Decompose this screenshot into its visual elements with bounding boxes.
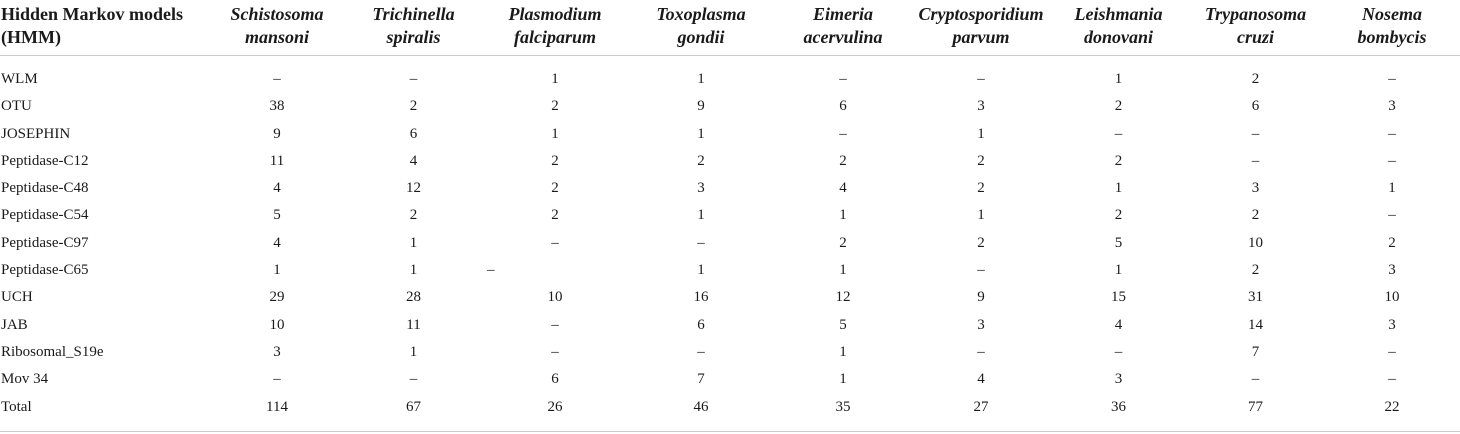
row-label: Peptidase-C12 (1, 152, 89, 169)
count-cell: – (697, 343, 705, 360)
column-header-leishmania-donovani (1050, 0, 1187, 56)
count-cell: 6 (839, 98, 847, 115)
table-row-total (0, 394, 1460, 432)
count-cell: – (273, 371, 281, 388)
total-cell: 36 (1050, 394, 1187, 432)
count-cell: 10 (269, 316, 285, 333)
row-label: OTU (1, 98, 32, 115)
count-cell: – (839, 125, 847, 142)
table-row-josephin (0, 121, 1460, 148)
count-cell: – (551, 343, 559, 360)
count-cell: 2 (977, 234, 985, 251)
row-label: Mov 34 (1, 371, 49, 388)
count-cell: 9 (273, 125, 281, 142)
count-cell: 1 (697, 125, 705, 142)
count-cell: – (977, 262, 985, 279)
row-label: Ribosomal_S19e (1, 343, 104, 360)
column-header-species-epithet: donovani (1083, 27, 1153, 47)
count-cell: 11 (406, 316, 421, 333)
count-cell: 1 (697, 71, 705, 87)
table-row-wlm (0, 56, 1460, 94)
count-cell: 3 (977, 98, 985, 115)
count-cell: 2 (839, 152, 847, 169)
row-label: Peptidase-C54 (1, 207, 89, 224)
count-cell: 31 (1248, 289, 1263, 306)
count-cell: 1 (977, 125, 985, 142)
column-header-hmm (0, 0, 209, 56)
column-header-trypanosoma-cruzi (1187, 0, 1324, 56)
table-row-mov34 (0, 366, 1460, 393)
count-cell: 1 (977, 207, 985, 224)
count-cell: 1 (839, 371, 847, 388)
count-cell: 14 (1248, 316, 1263, 333)
count-cell: 1 (1114, 71, 1123, 87)
count-cell: 5 (839, 316, 847, 333)
count-cell: – (1251, 152, 1260, 169)
count-cell: – (697, 234, 705, 251)
total-cell: 46 (628, 394, 774, 432)
column-header-toxoplasma-gondii (628, 0, 774, 56)
column-header-hmm-line1: Hidden Markov models (1, 4, 184, 24)
column-header-genus: Trichinella (372, 4, 455, 24)
count-cell: 3 (273, 343, 281, 360)
table-row-peptidase-c65 (0, 257, 1460, 284)
count-cell: – (1388, 343, 1396, 360)
column-header-schistosoma-mansoni (209, 0, 345, 56)
column-header-genus: Nosema (1362, 4, 1422, 24)
count-cell: 11 (269, 152, 285, 169)
column-header-species-epithet: spiralis (386, 27, 441, 47)
count-cell: 4 (1114, 316, 1123, 333)
count-cell: 2 (1251, 207, 1260, 224)
count-cell: 1 (409, 262, 418, 279)
column-header-genus: Schistosoma (230, 4, 324, 24)
count-cell: 2 (551, 98, 559, 115)
count-cell: 3 (1114, 371, 1123, 388)
row-label: UCH (1, 289, 33, 306)
count-cell: 6 (1251, 98, 1260, 115)
count-cell: 3 (1251, 180, 1260, 197)
count-cell: 4 (273, 180, 281, 197)
count-cell: 2 (409, 207, 418, 224)
count-cell: 3 (697, 180, 705, 197)
count-cell: – (273, 71, 281, 87)
count-cell: 1 (551, 125, 559, 142)
count-cell: 7 (1251, 343, 1260, 360)
table-row-ribosomal-s19e (0, 339, 1460, 366)
count-cell: 2 (1251, 71, 1260, 87)
count-cell: 5 (273, 207, 281, 224)
column-header-species-epithet: falciparum (513, 27, 596, 47)
row-label: Peptidase-C97 (1, 234, 89, 251)
count-cell: 10 (1384, 289, 1400, 306)
count-cell: 3 (977, 316, 985, 333)
column-header-genus: Toxoplasma (656, 4, 746, 24)
count-cell: 1 (839, 343, 847, 360)
count-cell: 3 (1388, 316, 1396, 333)
count-cell: 2 (409, 98, 418, 115)
column-header-species-epithet: acervulina (803, 27, 883, 47)
table-header-row (0, 0, 1460, 56)
count-cell: 6 (551, 371, 559, 388)
count-cell: – (977, 343, 985, 360)
column-header-genus: Trypanosoma (1204, 4, 1307, 24)
table-row-peptidase-c48 (0, 175, 1460, 202)
count-cell: – (409, 71, 418, 87)
count-cell: 3 (1388, 98, 1396, 115)
table-row-peptidase-c12 (0, 148, 1460, 175)
count-cell: 1 (1114, 180, 1123, 197)
count-cell: 1 (273, 262, 281, 279)
total-cell: 77 (1187, 394, 1324, 432)
column-header-species-epithet: mansoni (244, 27, 310, 47)
count-cell: 4 (409, 152, 418, 169)
column-header-species-epithet: bombycis (1357, 27, 1427, 47)
count-cell: 9 (697, 98, 705, 115)
table-body (0, 56, 1460, 432)
count-cell: 1 (697, 207, 705, 224)
count-cell: 2 (551, 152, 559, 169)
count-cell: 1 (839, 207, 847, 224)
count-cell: 2 (1251, 262, 1260, 279)
column-header-hmm-line2: (HMM) (1, 27, 61, 47)
count-cell: 16 (693, 289, 709, 306)
count-cell: – (1388, 125, 1396, 142)
total-cell: 22 (1324, 394, 1460, 432)
column-header-eimeria-acervulina (774, 0, 912, 56)
column-header-species-epithet: parvum (952, 27, 1010, 47)
count-cell: – (1114, 343, 1123, 360)
count-cell: 2 (551, 207, 559, 224)
column-header-genus: Plasmodium (508, 4, 602, 24)
total-cell: 67 (345, 394, 482, 432)
row-label: JAB (1, 316, 28, 333)
count-cell: 10 (1248, 234, 1263, 251)
table-row-peptidase-c54 (0, 202, 1460, 229)
column-header-genus: Eimeria (812, 4, 873, 24)
count-cell: 15 (1111, 289, 1126, 306)
count-cell: – (1388, 71, 1396, 87)
count-cell: – (1251, 125, 1260, 142)
count-cell: – (1251, 371, 1260, 388)
total-cell: 114 (209, 394, 345, 432)
count-cell: 2 (1114, 98, 1123, 115)
count-cell: 29 (269, 289, 285, 306)
count-cell: 2 (839, 234, 847, 251)
row-label: Peptidase-C65 (1, 262, 89, 279)
column-header-species-epithet: cruzi (1236, 27, 1274, 47)
count-cell: 7 (697, 371, 705, 388)
count-cell: 4 (273, 234, 281, 251)
count-cell: – (409, 371, 418, 388)
total-cell: 35 (774, 394, 912, 432)
count-cell: – (1388, 152, 1396, 169)
table-row-uch (0, 284, 1460, 311)
count-cell: 2 (1114, 152, 1123, 169)
count-cell: 1 (409, 343, 418, 360)
count-cell: 4 (839, 180, 847, 197)
count-cell: 2 (1114, 207, 1123, 224)
count-cell: 3 (1388, 262, 1396, 279)
total-cell: 27 (912, 394, 1050, 432)
count-cell: 2 (977, 180, 985, 197)
table-header (0, 0, 1460, 56)
count-cell: 28 (406, 289, 421, 306)
count-cell: 10 (547, 289, 563, 306)
count-cell: 4 (977, 371, 985, 388)
table-row-otu (0, 93, 1460, 120)
count-cell: 1 (1388, 180, 1396, 197)
count-cell: 6 (697, 316, 705, 333)
row-label: Peptidase-C48 (1, 180, 89, 197)
table-row-jab (0, 312, 1460, 339)
row-label: WLM (1, 71, 38, 87)
count-cell: 12 (835, 289, 851, 306)
column-header-species-epithet: gondii (677, 27, 725, 47)
column-header-cryptosporidium-parvum (912, 0, 1050, 56)
row-label: JOSEPHIN (1, 125, 71, 142)
total-cell: 26 (482, 394, 628, 432)
count-cell: 1 (697, 262, 705, 279)
count-cell: – (1388, 207, 1396, 224)
count-cell: – (1114, 125, 1123, 142)
column-header-genus: Leishmania (1074, 4, 1163, 24)
column-header-genus: Cryptosporidium (918, 4, 1044, 24)
count-cell: – (551, 234, 559, 251)
count-cell: 12 (406, 180, 421, 197)
count-cell: 2 (697, 152, 705, 169)
column-header-trichinella-spiralis (345, 0, 482, 56)
row-label: Total (0, 394, 209, 432)
count-cell: 1 (551, 71, 559, 87)
count-cell: – (839, 71, 847, 87)
count-cell: – (1388, 371, 1396, 388)
count-cell: 1 (839, 262, 847, 279)
count-cell: – (551, 316, 559, 333)
count-cell: – (977, 71, 985, 87)
count-cell: 1 (1114, 262, 1123, 279)
count-cell: 2 (551, 180, 559, 197)
column-header-plasmodium-falciparum (482, 0, 628, 56)
count-cell: – (487, 262, 495, 279)
count-cell: 38 (269, 98, 285, 115)
column-header-nosema-bombycis (1324, 0, 1460, 56)
count-cell: 5 (1114, 234, 1123, 251)
count-cell: 1 (409, 234, 418, 251)
table-row-peptidase-c97 (0, 230, 1460, 257)
count-cell: 9 (977, 289, 985, 306)
count-cell: 2 (1388, 234, 1396, 251)
count-cell: 2 (977, 152, 985, 169)
count-cell: 6 (409, 125, 418, 142)
